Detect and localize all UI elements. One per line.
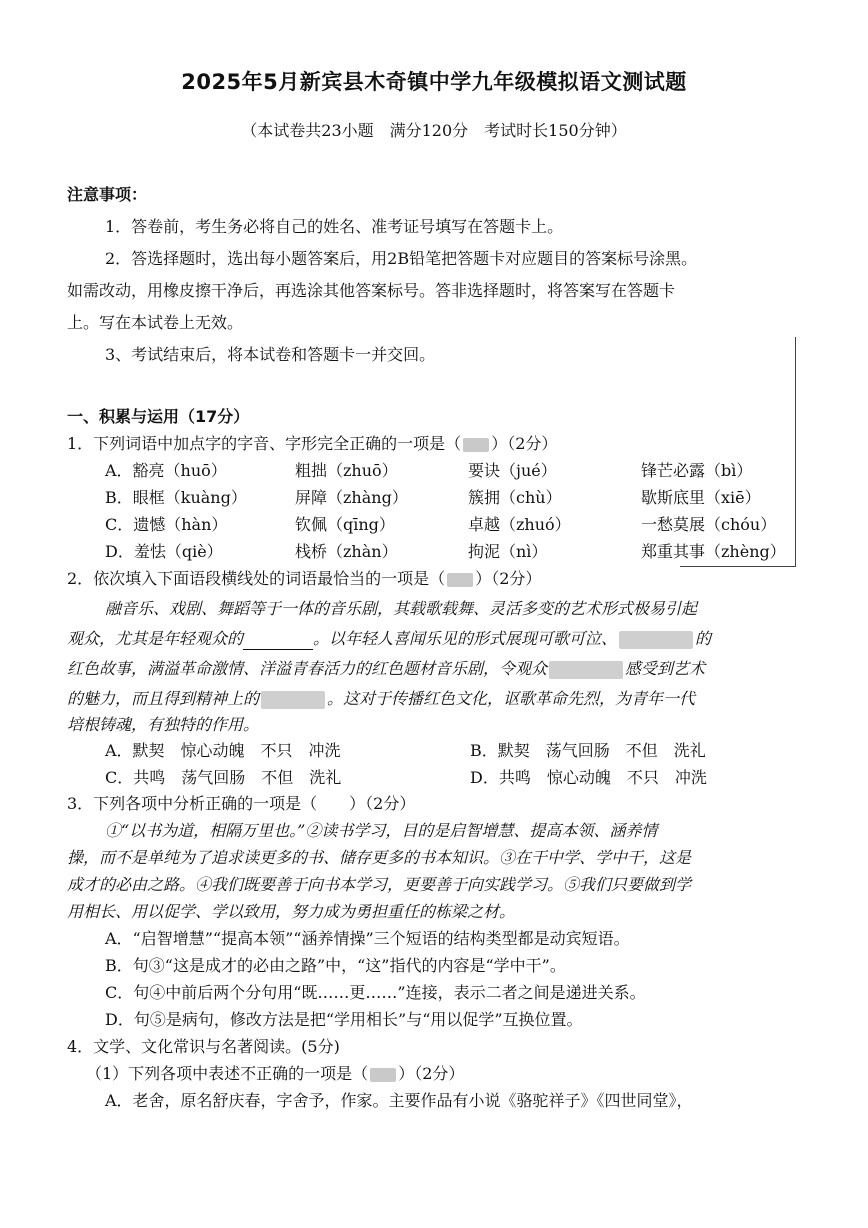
answer-blank — [447, 573, 473, 587]
question-2-stem — [67, 568, 541, 590]
question-3-passage-line-4: 用相长、用以促学、学以致用，努力成为勇担重任的栋梁之材。 — [67, 902, 516, 921]
option-cell: 簇拥（chù） — [468, 488, 562, 507]
question-3-stem: 3．下列各项中分析正确的一项是（ ）（2分） — [67, 794, 416, 813]
notice-item-1: 1．答卷前，考生务必将自己的姓名、准考证号填写在答题卡上。 — [105, 217, 564, 236]
exam-title: 2025年5月新宾县木奇镇中学九年级模拟语文测试题 — [181, 70, 687, 94]
passage-text: 。这对于传播红色文化，讴歌革命先烈，为青年一代 — [327, 689, 696, 708]
passage-text: 观众，尤其是年轻观众的 — [67, 629, 244, 648]
question-1-stem — [67, 433, 557, 455]
question-2-passage-line-4 — [67, 688, 695, 710]
question-3-passage-line-2: 操，而不是单纯为了追求读更多的书、储存更多的书本知识。③在干中学、学中干，这是 — [67, 848, 692, 867]
question-1-stem-text: 1．下列词语中加点字的字音、字形完全正确的一项是（ — [67, 434, 462, 453]
question-2-option-a: A．默契 惊心动魄 不只 冲洗 — [105, 741, 341, 760]
option-cell: 锋芒必露（bì） — [641, 461, 753, 480]
question-1-option-row-b — [105, 487, 814, 509]
question-2-passage-line-2 — [67, 628, 711, 650]
question-2-passage-line-1: 融音乐、戏剧、舞蹈等于一体的音乐剧，其载歌载舞、灵活多变的艺术形式极易引起 — [105, 599, 698, 618]
notice-item-3: 3、考试结束后，将本试卷和答题卡一并交回。 — [105, 345, 436, 364]
notice-item-2-line-3: 上。写在本试卷上无效。 — [67, 313, 244, 332]
question-4-stem: 4．文学、文化常识与名著阅读。(5分) — [67, 1037, 340, 1056]
question-4-sub-1-stem — [86, 1063, 464, 1085]
option-cell: 栈桥（zhàn） — [295, 542, 398, 561]
question-1-option-row-a — [105, 460, 814, 482]
passage-text: 红色故事，满溢革命激情、洋溢青春活力的红色题材音乐剧，令观众 — [67, 659, 548, 678]
exam-subtitle: （本试卷共23小题 满分120分 考试时长150分钟） — [241, 121, 627, 140]
option-cell: 卓越（zhuó） — [468, 515, 571, 534]
question-3-passage-line-3: 成才的必由之路。④我们既要善于向书本学习，更要善于向实践学习。⑤我们只要做到学 — [67, 875, 692, 894]
question-2-passage-line-3 — [67, 658, 705, 680]
scan-border-horizontal — [680, 566, 795, 567]
question-2-option-d: D．共鸣 惊心动魄 不只 冲洗 — [470, 768, 707, 787]
option-cell: 屏障（zhàng） — [295, 488, 408, 507]
question-1-option-row-d — [105, 541, 814, 563]
question-2-option-c: C．共鸣 荡气回肠 不但 洗礼 — [105, 768, 342, 787]
question-3-option-b: B．句③“这是成才的必由之路”中，“这”指代的内容是“学中干”。 — [105, 956, 566, 975]
passage-text: 感受到艺术 — [625, 659, 706, 678]
option-cell: A．豁亮（huō） — [105, 461, 227, 480]
fill-blank-box — [261, 691, 325, 709]
question-2-option-b: B．默契 荡气回肠 不但 洗礼 — [470, 741, 706, 760]
option-cell: 郑重其事（zhèng） — [641, 542, 786, 561]
passage-text: 。以年轻人喜闻乐见的形式展现可歌可泣、 — [313, 629, 618, 648]
question-2-stem-text: 2．依次填入下面语段横线处的词语最恰当的一项是（ — [67, 569, 446, 588]
option-cell: 钦佩（qīng） — [295, 515, 395, 534]
question-4-sub-1-points: ）（2分） — [398, 1064, 465, 1083]
notice-item-2-line-1: 2．答选择题时，选出每小题答案后，用2B铅笔把答题卡对应题目的答案标号涂黑。 — [105, 249, 698, 268]
section-1-heading: 一、积累与运用（17分） — [67, 407, 250, 426]
option-cell: C．遗憾（hàn） — [105, 515, 228, 534]
notice-heading: 注意事项： — [67, 185, 148, 204]
question-4-option-a: A．老舍，原名舒庆春，字舍予，作家。主要作品有小说《骆驼祥子》《四世同堂》， — [105, 1091, 693, 1110]
question-1-stem-points: ）（2分） — [491, 434, 558, 453]
answer-blank — [463, 438, 489, 452]
option-cell: 要诀（jué） — [468, 461, 557, 480]
question-2-stem-points: ）（2分） — [475, 569, 542, 588]
passage-text: 的 — [695, 629, 712, 648]
option-cell: 一愁莫展（chóu） — [641, 515, 777, 534]
fill-blank-box — [549, 661, 623, 679]
question-3-option-d: D．句⑤是病句，修改方法是把“学用相长”与“用以促学”互换位置。 — [105, 1010, 583, 1029]
fill-blank-box — [619, 631, 693, 649]
answer-blank — [370, 1068, 396, 1082]
question-1-option-row-c — [105, 514, 814, 536]
option-cell: 粗拙（zhuō） — [295, 461, 398, 480]
option-cell: 拘泥（nì） — [468, 542, 548, 561]
option-cell: D．羞怯（qiè） — [105, 542, 223, 561]
fill-blank-line — [243, 633, 313, 650]
question-4-sub-1-text: （1）下列各项中表述不正确的一项是（ — [86, 1064, 369, 1083]
question-3-option-c: C．句④中前后两个分句用“既……更……”连接，表示二者之间是递进关系。 — [105, 983, 646, 1002]
notice-item-2-line-2: 如需改动，用橡皮擦干净后，再选涂其他答案标号。答非选择题时，将答案写在答题卡 — [67, 281, 676, 300]
passage-text: 的魅力，而且得到精神上的 — [67, 689, 260, 708]
option-cell: 歇斯底里（xiē） — [641, 488, 761, 507]
question-2-passage-line-5: 培根铸魂，有独特的作用。 — [67, 715, 260, 734]
question-3-passage-line-1: ①“以书为道，相隔万里也。”②读书学习，目的是启智增慧、提高本领、涵养情 — [105, 821, 658, 840]
option-cell: B．眼框（kuàng） — [105, 488, 247, 507]
question-3-option-a: A．“启智增慧”“提高本领”“涵养情操”三个短语的结构类型都是动宾短语。 — [105, 929, 630, 948]
